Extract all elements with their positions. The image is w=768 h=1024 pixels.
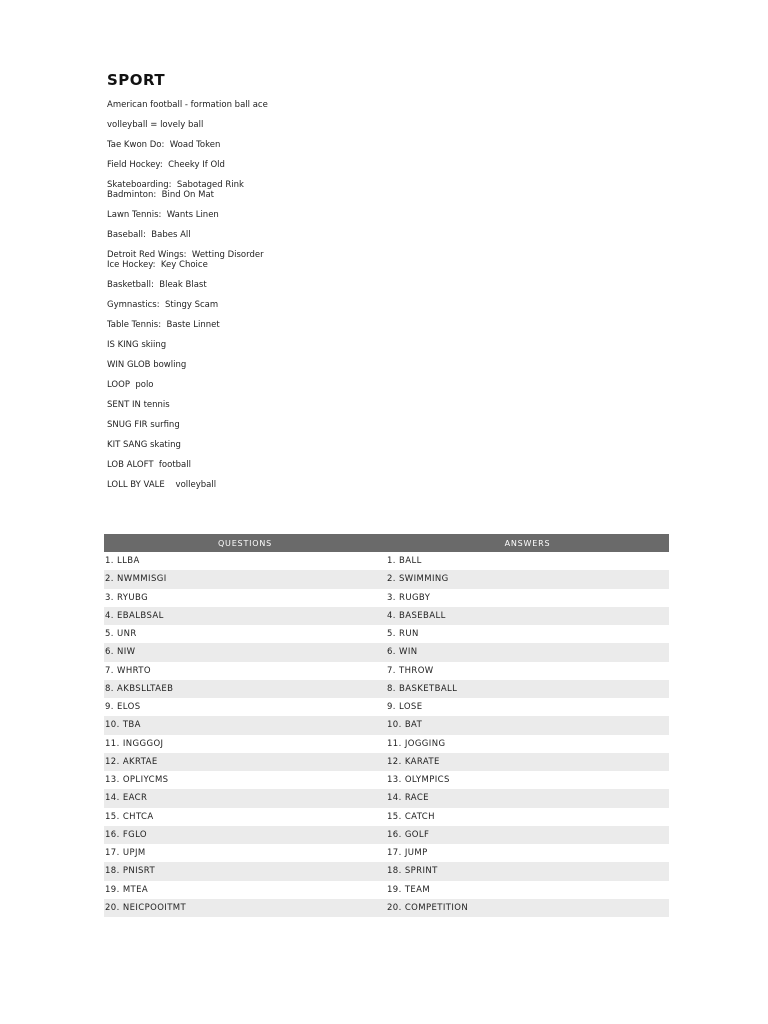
answer-cell: 19. TEAM (386, 881, 669, 899)
answer-cell: 5. RUN (386, 625, 669, 643)
answer-cell: 9. LOSE (386, 698, 669, 716)
clue-item: Baseball: Babes All (107, 230, 191, 240)
question-cell: 1. LLBA (104, 552, 386, 570)
table-row (104, 625, 669, 643)
question-cell: 10. TBA (104, 716, 386, 734)
table-row (104, 716, 669, 734)
table-row (104, 570, 669, 588)
question-cell: 16. FGLO (104, 826, 386, 844)
answer-cell: 7. THROW (386, 662, 669, 680)
question-cell: 8. AKBSLLTAEB (104, 680, 386, 698)
answer-cell: 8. BASKETBALL (386, 680, 669, 698)
answer-cell: 20. COMPETITION (386, 899, 669, 917)
answer-cell: 12. KARATE (386, 753, 669, 771)
question-cell: 6. NIW (104, 643, 386, 661)
clue-item: Skateboarding: Sabotaged Rink Badminton: Bind On Mat (107, 180, 244, 200)
table-row (104, 552, 669, 570)
anagram-clue-list (107, 100, 507, 500)
clue-item: WIN GLOB bowling (107, 360, 187, 370)
table-row (104, 698, 669, 716)
clue-item: volleyball = lovely ball (107, 120, 204, 130)
clue-item: SENT IN tennis (107, 400, 170, 410)
clue-item: LOOP polo (107, 380, 154, 390)
table-row (104, 589, 669, 607)
question-cell: 17. UPJM (104, 844, 386, 862)
table-header-row (104, 534, 669, 552)
clue-item: Tae Kwon Do: Woad Token (107, 140, 221, 150)
answer-cell: 4. BASEBALL (386, 607, 669, 625)
table-row (104, 753, 669, 771)
answer-cell: 14. RACE (386, 789, 669, 807)
question-cell: 18. PNISRT (104, 862, 386, 880)
question-cell: 2. NWMMISGI (104, 570, 386, 588)
question-cell: 11. INGGGOJ (104, 735, 386, 753)
clue-item: LOLL BY VALE volleyball (107, 480, 217, 490)
question-cell: 20. NEICPOOITMT (104, 899, 386, 917)
questions-header: QUESTIONS (104, 534, 386, 552)
clue-item: SNUG FIR surfing (107, 420, 180, 430)
answer-cell: 11. JOGGING (386, 735, 669, 753)
question-cell: 7. WHRTO (104, 662, 386, 680)
answer-cell: 6. WIN (386, 643, 669, 661)
table-row (104, 789, 669, 807)
clue-item: Basketball: Bleak Blast (107, 280, 207, 290)
question-cell: 3. RYUBG (104, 589, 386, 607)
question-cell: 15. CHTCA (104, 808, 386, 826)
clue-item: American football - formation ball ace (107, 100, 268, 110)
answer-cell: 16. GOLF (386, 826, 669, 844)
table-row (104, 899, 669, 917)
clue-item: LOB ALOFT football (107, 460, 191, 470)
table-row (104, 643, 669, 661)
answer-cell: 13. OLYMPICS (386, 771, 669, 789)
answer-cell: 2. SWIMMING (386, 570, 669, 588)
table-row (104, 844, 669, 862)
question-cell: 12. AKRTAE (104, 753, 386, 771)
clue-item: Detroit Red Wings: Wetting Disorder Ice Hockey: Key Choice (107, 250, 264, 270)
clue-item: Lawn Tennis: Wants Linen (107, 210, 219, 220)
answer-cell: 15. CATCH (386, 808, 669, 826)
question-cell: 19. MTEA (104, 881, 386, 899)
table-row (104, 735, 669, 753)
clue-item: KIT SANG skating (107, 440, 181, 450)
answer-cell: 17. JUMP (386, 844, 669, 862)
table-row (104, 808, 669, 826)
answer-cell: 18. SPRINT (386, 862, 669, 880)
page-title: SPORT (107, 71, 166, 89)
clue-item: Field Hockey: Cheeky If Old (107, 160, 225, 170)
clue-item: IS KING skiing (107, 340, 167, 350)
table-row (104, 607, 669, 625)
table-row (104, 680, 669, 698)
question-cell: 14. EACR (104, 789, 386, 807)
table-row (104, 826, 669, 844)
clue-item: Gymnastics: Stingy Scam (107, 300, 219, 310)
question-cell: 13. OPLIYCMS (104, 771, 386, 789)
quiz-table (104, 534, 669, 917)
answer-cell: 3. RUGBY (386, 589, 669, 607)
table-row (104, 771, 669, 789)
answers-header: ANSWERS (386, 534, 669, 552)
table-row (104, 881, 669, 899)
answer-cell: 1. BALL (386, 552, 669, 570)
question-cell: 5. UNR (104, 625, 386, 643)
table-row (104, 862, 669, 880)
clue-item: Table Tennis: Baste Linnet (107, 320, 220, 330)
answer-cell: 10. BAT (386, 716, 669, 734)
table-row (104, 662, 669, 680)
question-cell: 9. ELOS (104, 698, 386, 716)
question-cell: 4. EBALBSAL (104, 607, 386, 625)
